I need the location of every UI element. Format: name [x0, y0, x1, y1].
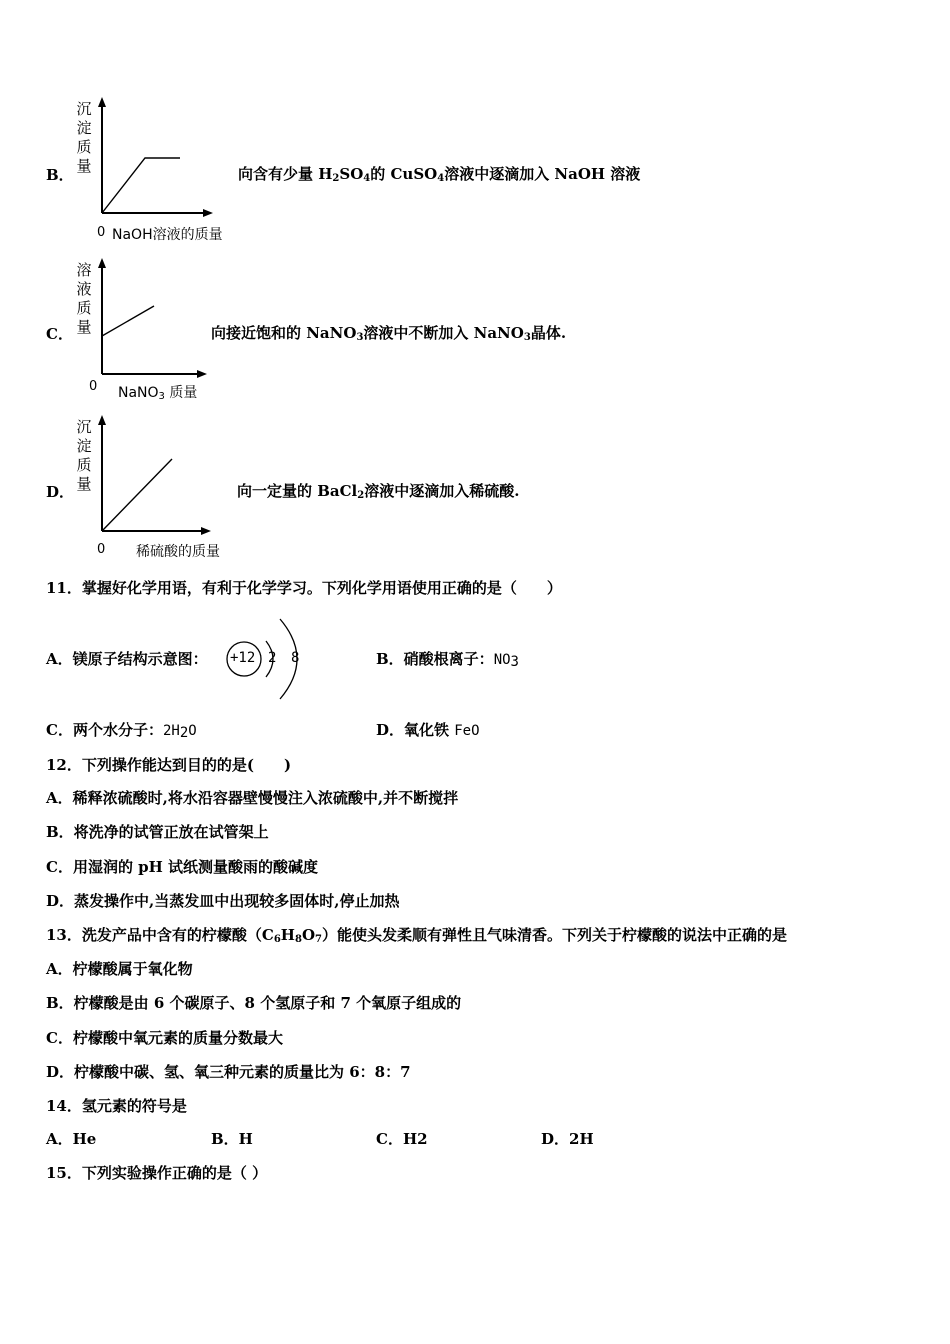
q13-option-d: D．柠檬酸中碳、氢、氧三种元素的质量比为 6：8：7	[46, 1063, 411, 1081]
q12-option-c: C．用湿润的 pH 试纸测量酸雨的酸碱度	[46, 858, 319, 876]
option-c-description: 向接近饱和的 NaNO$_3$溶液中不断加入 NaNO$_3$晶体.	[211, 324, 567, 343]
option-b-description: 向含有少量 $H_2SO_4$的 CuSO$_4$溶液中逐滴加入 NaOH 溶液	[238, 165, 641, 184]
ylabel-char: 沉	[76, 418, 92, 436]
ylabel-char: 溶	[76, 261, 92, 279]
x-axis-arrow	[197, 370, 207, 378]
q11-option-c: C．两个水分子：$2H_2O$	[46, 721, 197, 741]
q12-option-d: D．蒸发操作中,当蒸发皿中出现较多固体时,停止加热	[46, 892, 400, 910]
ylabel-char: 淀	[76, 437, 92, 455]
ylabel-char: 沉	[76, 100, 92, 118]
q11-stem: 11．掌握好化学用语，有利于化学学习。下列化学用语使用正确的是（ ）	[46, 579, 562, 597]
graph-c	[90, 256, 220, 386]
q14-option-a: A．He	[46, 1130, 97, 1148]
q14-option-c: C．H2	[376, 1130, 428, 1148]
q14-option-b: B．H	[211, 1130, 253, 1148]
q11-option-d: D．氧化铁 FeO	[376, 721, 480, 739]
ylabel-char: 淀	[76, 119, 92, 137]
option-b-letter: B．	[46, 166, 74, 184]
origin-zero: 0	[97, 542, 106, 557]
ylabel-char: 液	[76, 280, 92, 298]
q15-stem: 15．下列实验操作正确的是（ ）	[46, 1164, 268, 1182]
nucleus-charge: +12	[230, 650, 256, 666]
q13-option-a: A．柠檬酸属于氧化物	[46, 960, 193, 978]
curve	[102, 459, 172, 531]
y-axis-arrow	[98, 415, 106, 425]
q12-option-a: A．稀释浓硫酸时,将水沿容器壁慢慢注入浓硫酸中,并不断搅拌	[46, 789, 459, 807]
x-axis-arrow	[201, 527, 211, 535]
graph-b-xlabel: NaOH溶液的质量	[112, 227, 223, 243]
ylabel-char: 质	[76, 299, 92, 317]
curve	[102, 306, 154, 336]
q13-option-c: C．柠檬酸中氧元素的质量分数最大	[46, 1029, 283, 1047]
graph-d-xlabel: 稀硫酸的质量	[136, 544, 220, 560]
x-axis-arrow	[203, 209, 213, 217]
graph-c-xlabel: NaNO$_3$ 质量	[118, 385, 198, 402]
graph-b	[90, 95, 220, 225]
shell-2-electrons: 8	[291, 650, 300, 666]
q13-stem: 13．洗发产品中含有的柠檬酸$(C_6H_8O_7)$能使头发柔顺有弹性且气味清香。下列关于柠檬酸的说法中正确的是	[46, 926, 788, 945]
option-c-letter: C．	[46, 325, 73, 343]
ylabel-char: 量	[76, 157, 92, 175]
ylabel-char: 质	[76, 138, 92, 156]
q12-option-b: B．将洗净的试管正放在试管架上	[46, 823, 269, 841]
option-d-description: 向一定量的 BaCl$_2$溶液中逐滴加入稀硫酸.	[237, 482, 520, 501]
ylabel-char: 量	[76, 318, 92, 336]
q14-option-d: D．2H	[541, 1130, 594, 1148]
origin-zero: 0	[97, 225, 106, 240]
q13-option-b: B．柠檬酸是由 6 个碳原子、8 个氢原子和 7 个氧原子组成的	[46, 994, 462, 1012]
ylabel-char: 量	[76, 475, 92, 493]
graph-d	[90, 413, 220, 543]
q11-option-b: B．硝酸根离子：$NO_3$	[376, 650, 519, 670]
q12-stem: 12．下列操作能达到目的的是( )	[46, 756, 292, 774]
origin-zero: 0	[89, 379, 98, 394]
curve	[102, 158, 180, 213]
option-d-letter: D．	[46, 483, 75, 501]
y-axis-arrow	[98, 97, 106, 107]
y-axis-arrow	[98, 258, 106, 268]
q11-option-a: A．镁原子结构示意图：	[46, 650, 208, 668]
shell-1-electrons: 2	[268, 650, 277, 666]
ylabel-char: 质	[76, 456, 92, 474]
q14-stem: 14．氢元素的符号是	[46, 1097, 187, 1115]
